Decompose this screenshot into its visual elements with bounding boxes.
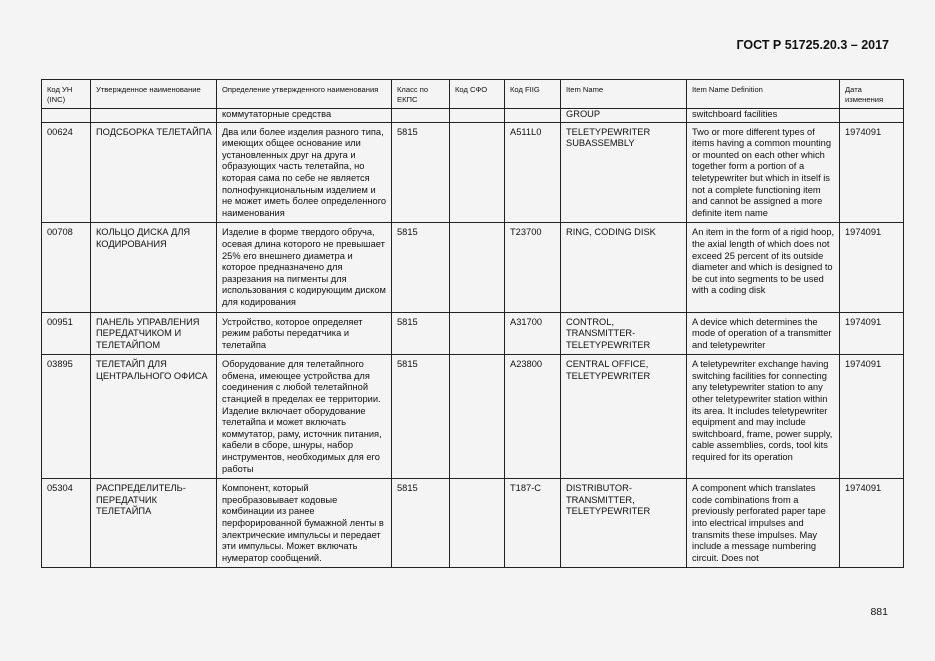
table-header-row — [42, 80, 904, 109]
name-cell: ТЕЛЕТАЙП ДЛЯ ЦЕНТРАЛЬНОГО ОФИСА — [91, 355, 217, 479]
item-definition-cell: An item in the form of a rigid hoop, the axial length of which does not exceed 25 percent of its outside diameter and which is designed to be cut into segments to be used with a coding disk — [687, 223, 840, 312]
inc-cell: 00951 — [42, 312, 91, 355]
date-cell: 1974091 — [840, 223, 904, 312]
header-date: Дата изменения — [840, 80, 904, 109]
item-name-cell: CENTRAL OFFICE, TELETYPEWRITER — [561, 355, 687, 479]
item-name-cell: CONTROL, TRANSMITTER-TELETYPEWRITER — [561, 312, 687, 355]
definition-cell: Изделие в форме твердого обруча, осевая длина которого не превышает 25% его внешнего диаметра и которое предназначено для разрезания на пигменты для использования с кодирующим диском для кодирования — [217, 223, 392, 312]
table-row — [42, 479, 904, 568]
table-cell — [840, 109, 904, 123]
name-cell: ПОДСБОРКА ТЕЛЕТАЙПА — [91, 122, 217, 223]
header-inc: Код УН (INC) — [42, 80, 91, 109]
header-fiig: Код FIIG — [505, 80, 561, 109]
inc-cell: 00624 — [42, 122, 91, 223]
item-definition-cell: A teletypewriter exchange having switching facilities for connecting any teletypewriter station to any other teletypewriter station within its area. It includes teletypewriter equipment and may include switchboard, frame, power supply, cable assemblies, cords, tool kits required for its operation — [687, 355, 840, 479]
header-definition: Определение утвержденного наименования — [217, 80, 392, 109]
fiig-cell: T187-C — [505, 479, 561, 568]
definition-cell: Компонент, который преобразовывает кодовые комбинации из ранее перфорированной бумажной ленты в электрические импульсы и передает эти импульсы. Может включать нумератор сообщений. — [217, 479, 392, 568]
table-cell — [91, 109, 217, 123]
item-name-cell: DISTRIBUTOR-TRANSMITTER, TELETYPEWRITER — [561, 479, 687, 568]
sfo-cell — [450, 223, 505, 312]
table-cell: GROUP — [561, 109, 687, 123]
class-cell: 5815 — [392, 312, 450, 355]
class-cell: 5815 — [392, 479, 450, 568]
class-cell: 5815 — [392, 355, 450, 479]
table-cell — [392, 109, 450, 123]
date-cell: 1974091 — [840, 479, 904, 568]
table-cell — [505, 109, 561, 123]
table-row — [42, 312, 904, 355]
header-item-definition: Item Name Definition — [687, 80, 840, 109]
inc-cell: 00708 — [42, 223, 91, 312]
sfo-cell — [450, 122, 505, 223]
sfo-cell — [450, 355, 505, 479]
date-cell: 1974091 — [840, 122, 904, 223]
date-cell: 1974091 — [840, 355, 904, 479]
header-item-name: Item Name — [561, 80, 687, 109]
name-cell: КОЛЬЦО ДИСКА ДЛЯ КОДИРОВАНИЯ — [91, 223, 217, 312]
continuation-row — [42, 109, 904, 123]
fiig-cell: A511L0 — [505, 122, 561, 223]
table-row — [42, 355, 904, 479]
sfo-cell — [450, 479, 505, 568]
table-cell: switchboard facilities — [687, 109, 840, 123]
item-definition-cell: A device which determines the mode of operation of a transmitter and teletypewriter — [687, 312, 840, 355]
definition-cell: Устройство, которое определяет режим работы передатчика и телетайпа — [217, 312, 392, 355]
item-definition-cell: A component which translates code combinations from a previously perforated paper tape into electrical impulses and transmits these impulses. May include a message numbering circuit. Does not — [687, 479, 840, 568]
item-name-cell: RING, CODING DISK — [561, 223, 687, 312]
name-cell: РАСПРЕДЕЛИТЕЛЬ-ПЕРЕДАТЧИК ТЕЛЕТАЙПА — [91, 479, 217, 568]
table-cell: коммутаторные средства — [217, 109, 392, 123]
header-sfo: Код СФО — [450, 80, 505, 109]
page-number: 881 — [870, 606, 888, 618]
fiig-cell: A23800 — [505, 355, 561, 479]
inc-cell: 05304 — [42, 479, 91, 568]
table-row — [42, 223, 904, 312]
header-approved-name: Утвержденное наименование — [91, 80, 217, 109]
sfo-cell — [450, 312, 505, 355]
item-name-cell: TELETYPEWRITER SUBASSEMBLY — [561, 122, 687, 223]
fiig-cell: A31700 — [505, 312, 561, 355]
fiig-cell: T23700 — [505, 223, 561, 312]
catalog-table — [41, 79, 904, 568]
class-cell: 5815 — [392, 122, 450, 223]
header-class: Класс по ЕКПС — [392, 80, 450, 109]
item-definition-cell: Two or more different types of items having a common mounting or mounted on each other which together form a portion of a teletypewriter but which in itself is not a complete functioning item and cannot be assigned a more definite item name — [687, 122, 840, 223]
class-cell: 5815 — [392, 223, 450, 312]
name-cell: ПАНЕЛЬ УПРАВЛЕНИЯ ПЕРЕДАТЧИКОМ И ТЕЛЕТАЙПОМ — [91, 312, 217, 355]
table-cell — [450, 109, 505, 123]
definition-cell: Два или более изделия разного типа, имеющих общее основание или установленных друг на друга и образующих часть телетайпа, но которая сама по себе не является полнофункциональным изделием и не может иметь более определенного наименования — [217, 122, 392, 223]
table-row — [42, 122, 904, 223]
table-cell — [42, 109, 91, 123]
definition-cell: Оборудование для телетайпного обмена, имеющее устройства для соединения с любой телетайпной станцией в пределах ее территории. Изделие включает оборудование телетайпа и может включать коммутатор, раму, источник питания, кабели в сборе, шнуры, набор инструментов, необходимых для его работы — [217, 355, 392, 479]
document-code: ГОСТ Р 51725.20.3 – 2017 — [736, 38, 889, 52]
inc-cell: 03895 — [42, 355, 91, 479]
date-cell: 1974091 — [840, 312, 904, 355]
